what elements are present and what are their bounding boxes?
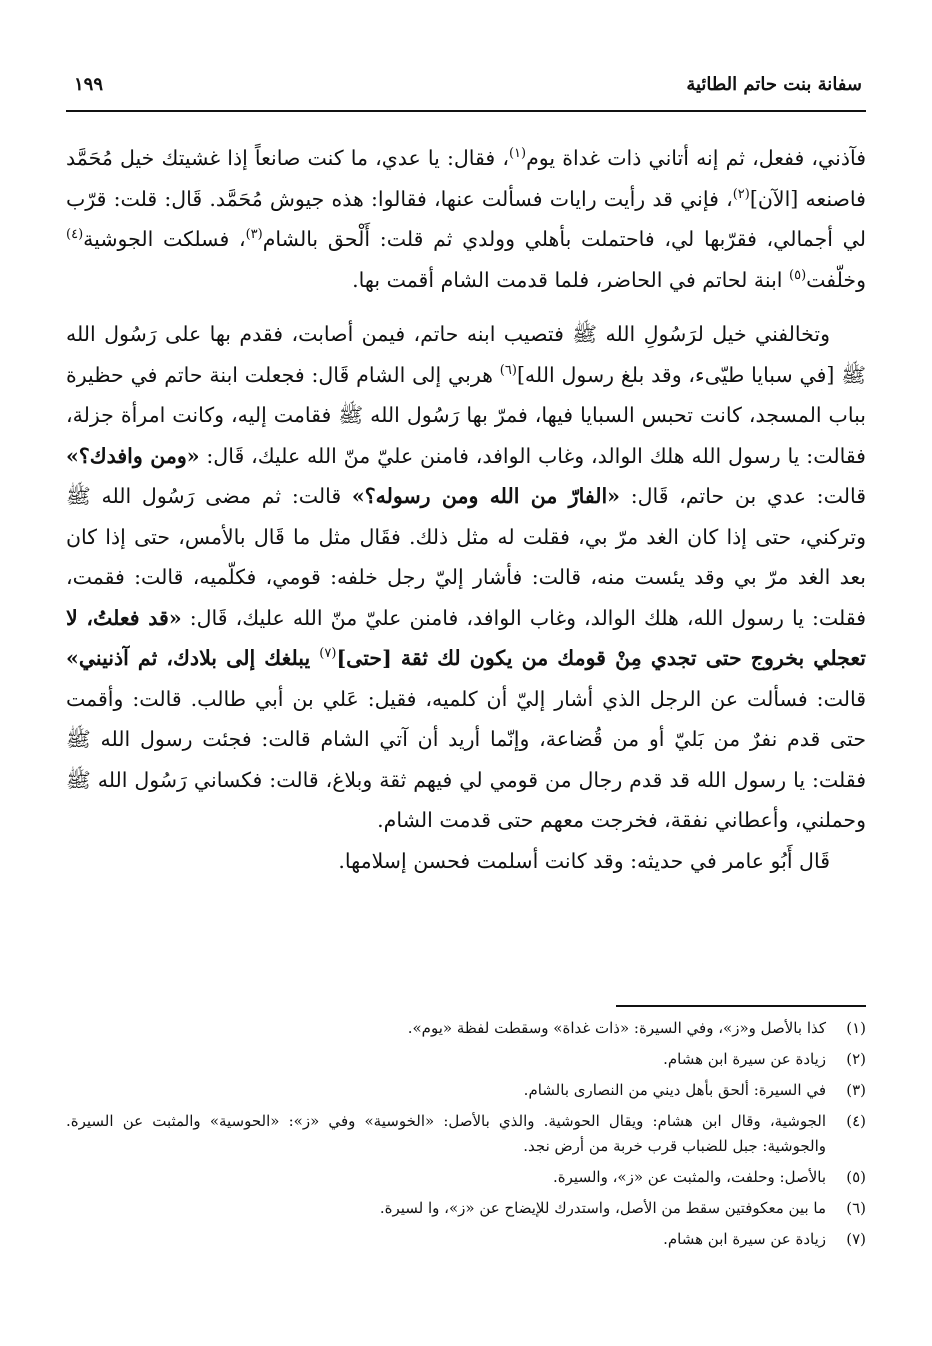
footnote-number: (٦) (846, 1199, 866, 1217)
footnote-text: بالأصل: وحلفت، والمثبت عن «ز»، والسيرة. (553, 1168, 826, 1186)
footnote-number: (٤) (846, 1112, 866, 1130)
footnote-ref: (١) (508, 146, 527, 162)
footnote-text: الجوشية، وقال ابن هشام: ويقال الحوشية. والذي بالأصل: «الخوسية» وفي «ز»: «الحوسية» والمثبت عن السيرة. والجوشية: جبل للضباب قرب خربة من أرض نجد. (66, 1112, 826, 1155)
page-header (66, 70, 866, 112)
footnote-ref: (٣) (245, 227, 263, 243)
footnote (66, 1078, 866, 1103)
text-run: قالت: فسألت عن الرجل الذي أشار إليّ أن كلميه، فقيل: عَلي بن أبي طالب. قالت: وأقمت حتى قدم نفرٌ من بَليّ أو من قُضاعة، وإنّما أريد أن آتي الشام قالت: فجئت رسول الله ﷺ فقلت: يا رسول الله قد قدم رجال من قومي لي فيهم ثقة وبلاغ، قالت: فكساني رَسُول الله ﷺ وحملني، وأعطاني نفقة، فخرجت معهم حتى قدمت الشام. (66, 686, 866, 832)
text-run: ، فسلكت الجوشية (83, 227, 246, 251)
text-run: ، فقال: يا عدي، ما كنت صانعاً إذا غشيتك خيل مُحَمَّد فاصنعه [الآن] (66, 146, 866, 211)
quote-bold: يبلغك إلى بلادك، ثم آذنيني» (66, 646, 320, 670)
quote-bold: «الفارّ من الله ومن رسوله؟» (351, 484, 620, 508)
footnote (66, 1016, 866, 1041)
text-run: ، فإني قد رأيت رايات فسألت عنها، فقالوا: هذه جيوش مُحَمَّد. قَال: قلت: قرّب لي أجمالي، فقرّبها لي، فاحتملت بأهلي وولدي ثم قلت: أَلْحق بالشام (66, 186, 866, 251)
footnote-divider (616, 1005, 866, 1007)
text-run: قَال أَبُو عامر في حديثه: وقد كانت أسلمت فحسن إسلامها. (338, 848, 830, 873)
text-run: هربي إلى الشام قَال: فجعلت ابنة حاتم في حظيرة بباب المسجد، كانت تحبس السبايا فيها، فمرّ بها رَسُول الله ﷺ فقامت إليه، وكانت امرأة جزلة، فقالت: يا رسول الله هلك الوالد، وغاب الوافد، فامنن عليّ منّ الله عليك، قَال: (66, 362, 866, 468)
text-run: قالت: عدي بن حاتم، قَال: (619, 484, 866, 508)
footnote-text: كذا بالأصل و«ز»، وفي السيرة: «ذات غداة» وسقطت لفظة «يوم». (407, 1019, 826, 1037)
text-run: ابنة لحاتم في الحاضر، فلما قدمت الشام أقمت بها. (352, 267, 789, 292)
paragraph-2 (66, 314, 866, 841)
footnote-text: زيادة عن سيرة ابن هشام. (663, 1050, 826, 1068)
text-run: فآذني، ففعل، ثم إنه أتاني ذات غداة يوم (526, 146, 866, 170)
main-text (66, 138, 866, 881)
running-title: سفانة بنت حاتم الطائية (686, 74, 862, 95)
text-run: قالت: ثم مضى رَسُول الله ﷺ وتركني، حتى إذا كان الغد مرّ بي، فقلت له مثل ذلك. فقَال مثل ما قَال بالأمس، حتى إذا كان بعد الغد مرّ بي وقد يئست منه، قالت: فأشار إليّ رجل خلفه: قومي، فكلّميه، قالت: فقمت، فقلت: يا رسول الله، هلك الوالد، وغاب الوافد، فامنن عليّ منّ الله عليك، قَال: (66, 484, 866, 630)
footnote-number: (١) (846, 1019, 866, 1037)
paragraph-3 (66, 841, 866, 882)
footnote-text: في السيرة: ألحق بأهل ديني من النصارى بالشام. (523, 1081, 826, 1099)
footnote-ref: (٢) (732, 186, 750, 202)
footnote-number: (٧) (846, 1230, 866, 1248)
quote-bold: «قد فعلتُ، لا تعجلي بخروج حتى تجدي مِنْ قومك من يكون لك ثقة [حتى] (66, 605, 866, 670)
footnote-ref: (٧) (319, 646, 337, 662)
footnote (66, 1165, 866, 1190)
footnote-ref: (٤) (66, 227, 84, 243)
quote-bold: «ومن وافدك؟» (66, 443, 200, 468)
footnote-ref: (٦) (499, 362, 517, 378)
footnote (66, 1109, 866, 1159)
footnote-ref: (٥) (789, 267, 807, 283)
paragraph-1 (66, 138, 866, 300)
footnotes (66, 1016, 866, 1258)
footnote-number: (٥) (846, 1168, 866, 1186)
text-run: وتخالفني خيل لرَسُولِ الله ﷺ فتصيب ابنه حاتم، فيمن أصابت، فقدم بها على رَسُول الله ﷺ [في سبايا طيّىء، وقد بلغ رسول الله] (66, 322, 866, 387)
footnote-number: (٣) (846, 1081, 866, 1099)
text-run: وخلّفت (806, 267, 866, 292)
footnote (66, 1047, 866, 1072)
footnote-text: ما بين معكوفتين سقط من الأصل، واستدرك للإيضاح عن «ز»، وا لسيرة. (379, 1199, 826, 1217)
page-number: ١٩٩ (74, 74, 104, 95)
footnote-number: (٢) (846, 1050, 866, 1068)
footnote (66, 1227, 866, 1252)
footnote (66, 1196, 866, 1221)
footnote-text: زيادة عن سيرة ابن هشام. (663, 1230, 826, 1248)
